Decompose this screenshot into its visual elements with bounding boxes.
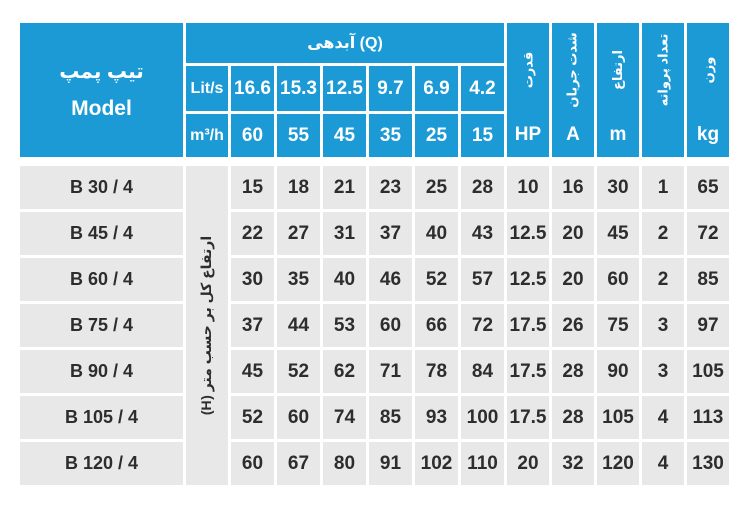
head-value-cell: 37 xyxy=(231,304,274,347)
pump-spec-table xyxy=(20,23,729,485)
head-value-cell: 60 xyxy=(277,396,320,439)
spec-value-cell: 105 xyxy=(597,396,639,439)
model-header-label-en: Model xyxy=(71,97,132,120)
head-value-cell: 53 xyxy=(323,304,366,347)
spec-value-cell: 3 xyxy=(642,304,684,347)
spec-value-cell: 45 xyxy=(597,212,639,255)
spec-value-cell: 32 xyxy=(552,442,594,485)
spec-value-cell: 20 xyxy=(507,442,549,485)
head-value-cell: 78 xyxy=(415,350,458,393)
flow-value-header: 60 xyxy=(231,114,274,157)
total-head-column xyxy=(186,166,228,485)
head-value-cell: 43 xyxy=(461,212,504,255)
head-value-cell: 52 xyxy=(277,350,320,393)
spec-header-impellers-label-area xyxy=(642,23,684,117)
spec-header-weight xyxy=(687,23,729,157)
model-cell: B 105 / 4 xyxy=(20,396,183,439)
spec-value-cell: 28 xyxy=(552,396,594,439)
head-value-cell: 84 xyxy=(461,350,504,393)
head-value-cell: 44 xyxy=(277,304,320,347)
spec-header-power-label: قدرت xyxy=(519,51,535,89)
head-value-cell: 74 xyxy=(323,396,366,439)
flow-value-header: 35 xyxy=(369,114,412,157)
spec-header-current xyxy=(552,23,594,157)
head-value-cell: 57 xyxy=(461,258,504,301)
spec-value-cell: 4 xyxy=(642,396,684,439)
model-cell: B 120 / 4 xyxy=(20,442,183,485)
spec-value-cell: 4 xyxy=(642,442,684,485)
head-value-cell: 93 xyxy=(415,396,458,439)
head-value-cell: 91 xyxy=(369,442,412,485)
head-value-cell: 60 xyxy=(369,304,412,347)
head-value-cell: 60 xyxy=(231,442,274,485)
total-head-column-label: ارتفاع کل بر حسب متر (H) xyxy=(198,235,215,416)
spec-value-cell: 17.5 xyxy=(507,350,549,393)
flow-unit-label-m3-h: m³/h xyxy=(186,114,228,157)
head-value-cell: 72 xyxy=(461,304,504,347)
spec-value-cell: 72 xyxy=(687,212,729,255)
spec-value-cell: 16 xyxy=(552,166,594,209)
head-value-cell: 31 xyxy=(323,212,366,255)
spec-header-impellers xyxy=(642,23,684,157)
spec-header-power-label-area xyxy=(507,23,549,117)
spec-value-cell: 120 xyxy=(597,442,639,485)
spec-header-weight-label: وزن xyxy=(699,56,715,84)
spec-value-cell: 30 xyxy=(597,166,639,209)
model-cell: B 75 / 4 xyxy=(20,304,183,347)
spec-value-cell: 12.5 xyxy=(507,212,549,255)
flow-unit-label-lit-s: Lit/s xyxy=(186,66,228,111)
head-value-cell: 67 xyxy=(277,442,320,485)
spec-value-cell: 3 xyxy=(642,350,684,393)
spec-value-cell: 17.5 xyxy=(507,396,549,439)
spec-header-head xyxy=(597,23,639,157)
head-value-cell: 30 xyxy=(231,258,274,301)
head-value-cell: 27 xyxy=(277,212,320,255)
spec-value-cell: 65 xyxy=(687,166,729,209)
spec-value-cell: 2 xyxy=(642,258,684,301)
flow-value-header: 12.5 xyxy=(323,66,366,111)
spec-header-current-unit: A xyxy=(566,124,580,145)
model-cell: B 90 / 4 xyxy=(20,350,183,393)
flow-value-header: 55 xyxy=(277,114,320,157)
head-value-cell: 66 xyxy=(415,304,458,347)
spec-value-cell: 60 xyxy=(597,258,639,301)
head-value-cell: 45 xyxy=(231,350,274,393)
spec-header-head-label: ارتفاع xyxy=(609,50,625,90)
flow-value-header: 15 xyxy=(461,114,504,157)
spec-value-cell: 10 xyxy=(507,166,549,209)
head-value-cell: 46 xyxy=(369,258,412,301)
model-header-label-fa: تیپ پمپ xyxy=(59,61,144,83)
flow-value-header: 45 xyxy=(323,114,366,157)
spec-header-power xyxy=(507,23,549,157)
head-value-cell: 40 xyxy=(323,258,366,301)
spec-value-cell: 1 xyxy=(642,166,684,209)
spec-header-weight-unit: kg xyxy=(696,124,720,145)
spec-value-cell: 20 xyxy=(552,212,594,255)
flow-value-header: 15.3 xyxy=(277,66,320,111)
spec-value-cell: 97 xyxy=(687,304,729,347)
head-value-cell: 22 xyxy=(231,212,274,255)
spec-header-head-unit: m xyxy=(609,124,627,145)
spec-header-weight-label-area xyxy=(687,23,729,117)
spec-header-head-label-area xyxy=(597,23,639,117)
head-value-cell: 18 xyxy=(277,166,320,209)
spec-value-cell: 20 xyxy=(552,258,594,301)
head-value-cell: 80 xyxy=(323,442,366,485)
model-cell: B 30 / 4 xyxy=(20,166,183,209)
head-value-cell: 21 xyxy=(323,166,366,209)
spec-value-cell: 85 xyxy=(687,258,729,301)
spec-value-cell: 28 xyxy=(552,350,594,393)
spec-value-cell: 113 xyxy=(687,396,729,439)
flow-value-header: 25 xyxy=(415,114,458,157)
head-value-cell: 15 xyxy=(231,166,274,209)
spec-value-cell: 26 xyxy=(552,304,594,347)
flow-rate-group-header xyxy=(186,23,504,63)
flow-rate-title: آبدهی (Q) xyxy=(307,35,383,52)
spec-value-cell: 12.5 xyxy=(507,258,549,301)
head-value-cell: 28 xyxy=(461,166,504,209)
spec-value-cell: 130 xyxy=(687,442,729,485)
model-cell: B 45 / 4 xyxy=(20,212,183,255)
head-value-cell: 23 xyxy=(369,166,412,209)
head-value-cell: 37 xyxy=(369,212,412,255)
flow-value-header: 4.2 xyxy=(461,66,504,111)
spec-header-current-label-area xyxy=(552,23,594,117)
head-value-cell: 40 xyxy=(415,212,458,255)
spec-value-cell: 17.5 xyxy=(507,304,549,347)
head-value-cell: 25 xyxy=(415,166,458,209)
flow-value-header: 16.6 xyxy=(231,66,274,111)
spec-header-impellers-unit xyxy=(642,117,684,157)
head-value-cell: 102 xyxy=(415,442,458,485)
head-value-cell: 71 xyxy=(369,350,412,393)
spec-value-cell: 75 xyxy=(597,304,639,347)
head-value-cell: 35 xyxy=(277,258,320,301)
spec-value-cell: 2 xyxy=(642,212,684,255)
head-value-cell: 52 xyxy=(415,258,458,301)
flow-value-header: 6.9 xyxy=(415,66,458,111)
model-cell: B 60 / 4 xyxy=(20,258,183,301)
spec-header-current-label: شدت جریان xyxy=(565,32,581,108)
spec-header-power-unit: HP xyxy=(514,124,542,145)
head-value-cell: 100 xyxy=(461,396,504,439)
spec-value-cell: 90 xyxy=(597,350,639,393)
model-column-header xyxy=(20,23,183,157)
spec-header-impellers-label: تعداد پروانه xyxy=(655,33,670,107)
flow-value-header: 9.7 xyxy=(369,66,412,111)
head-value-cell: 110 xyxy=(461,442,504,485)
spec-value-cell: 105 xyxy=(687,350,729,393)
head-value-cell: 52 xyxy=(231,396,274,439)
head-value-cell: 62 xyxy=(323,350,366,393)
head-value-cell: 85 xyxy=(369,396,412,439)
